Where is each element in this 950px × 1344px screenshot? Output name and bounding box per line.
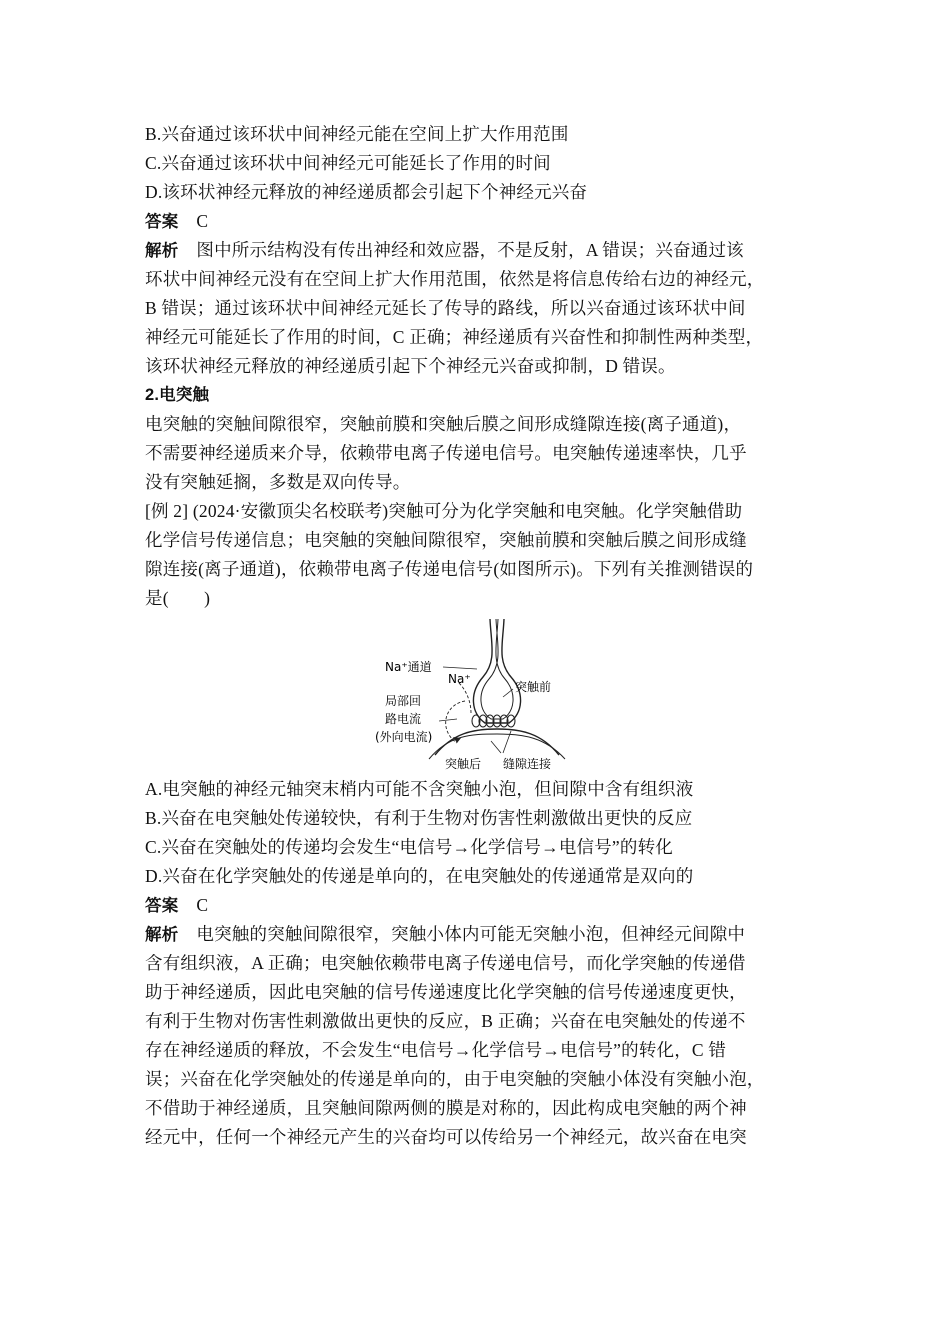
section-title: 2.电突触 (145, 386, 210, 404)
q2-option-d: D.兴奋在化学突触处的传递是单向的，在电突触处的传递通常是双向的 (145, 866, 694, 886)
answer-label: 答案 (145, 897, 179, 915)
q2-option-a: A.电突触的神经元轴突末梢内可能不含突触小泡，但间隙中含有组织液 (145, 779, 694, 799)
gap-junction-coils (472, 715, 515, 727)
q2-analysis-line: 解析 电突触的突触间隙很窄，突触小体内可能无突触小泡，但神经元间隙中 (145, 924, 746, 944)
page-content (145, 120, 815, 1152)
q1-analysis-line: 该环状神经元释放的神经递质引起下个神经元兴奋或抑制，D 错误。 (145, 356, 676, 376)
label-local-circuit-2: 路电流 (385, 712, 422, 726)
q2-stem-line: 隙连接(离子通道)，依赖带电离子传递电信号(如图所示)。下列有关推测错误的 (145, 559, 754, 579)
q2-analysis-line: 含有组织液，A 正确；电突触依赖带电离子传递电信号，而化学突触的传递借 (145, 953, 746, 973)
label-gap-junction: 缝隙连接 (503, 757, 552, 771)
q1-analysis-line: 解析 图中所示结构没有传出神经和效应器，不是反射，A 错误；兴奋通过该 (145, 240, 744, 260)
q2-stem-line: 是( ) (145, 588, 211, 608)
label-na-channel: Na⁺通道 (385, 660, 432, 674)
section-line: 没有突触延搁，多数是双向传导。 (145, 472, 411, 492)
q1-analysis-line: 环状中间神经元没有在空间上扩大作用范围，依然是将信息传给右边的神经元， (145, 269, 765, 289)
q2-answer (145, 891, 815, 920)
q2-option-b: B.兴奋在电突触处传递较快，有利于生物对伤害性刺激做出更快的反应 (145, 808, 693, 828)
q2-option-c: C.兴奋在突触处的传递均会发生“电信号→化学信号→电信号”的转化 (145, 837, 673, 857)
q1-option-c: C.兴奋通过该环状中间神经元可能延长了作用的时间 (145, 153, 551, 173)
answer-value: C (196, 211, 209, 231)
label-postsynaptic: 突触后 (445, 757, 482, 771)
q1-analysis-line: B 错误；通过该环状中间神经元延长了传导的路线，所以兴奋通过该环状中间 (145, 298, 746, 318)
q2-analysis-line: 助于神经递质，因此电突触的信号传递速度比化学突触的信号传递速度更快， (145, 982, 747, 1002)
analysis-label: 解析 (145, 242, 179, 260)
label-local-circuit-3: (外向电流) (375, 730, 433, 744)
q1-analysis-line: 神经元可能延长了作用的时间，C 正确；神经递质有兴奋性和抑制性两种类型， (145, 327, 764, 347)
answer-label: 答案 (145, 213, 179, 231)
label-presynaptic: 突触前 (515, 680, 552, 694)
label-local-circuit-1: 局部回 (385, 694, 422, 708)
synapse-diagram (373, 613, 583, 773)
answer-value: C (196, 895, 209, 915)
section-line: 不需要神经递质来介导，依赖带电离子传递电信号。电突触传递速率快，几乎 (145, 443, 747, 463)
analysis-label: 解析 (145, 926, 179, 944)
electrical-synapse-figure (145, 613, 815, 775)
q2-analysis-line: 经元中，任何一个神经元产生的兴奋均可以传给另一个神经元，故兴奋在电突 (145, 1127, 747, 1147)
q2-analysis-line: 误；兴奋在化学突触处的传递是单向的，由于电突触的突触小体没有突触小泡， (145, 1069, 765, 1089)
q1-option-b: B.兴奋通过该环状中间神经元能在空间上扩大作用范围 (145, 124, 569, 144)
q2-analysis-line: 不借助于神经递质，且突触间隙两侧的膜是对称的，因此构成电突触的两个神 (145, 1098, 747, 1118)
q2-stem-line: 化学信号传递信息；电突触的突触间隙很窄，突触前膜和突触后膜之间形成缝 (145, 530, 747, 550)
q1-option-d: D.该环状神经元释放的神经递质都会引起下个神经元兴奋 (145, 182, 588, 202)
q1-answer (145, 207, 815, 236)
q2-stem-line: [例 2] (2024·安徽顶尖名校联考)突触可分为化学突触和电突触。化学突触借助 (145, 501, 743, 521)
section-line: 电突触的突触间隙很窄，突触前膜和突触后膜之间形成缝隙连接(离子通道)， (145, 414, 742, 434)
q2-analysis-line: 有利于生物对伤害性刺激做出更快的反应，B 正确；兴奋在电突触处的传递不 (145, 1011, 746, 1031)
label-na-ion: Na⁺ (448, 672, 471, 686)
q2-analysis-line: 存在神经递质的释放，不会发生“电信号→化学信号→电信号”的转化，C 错 (145, 1040, 727, 1060)
